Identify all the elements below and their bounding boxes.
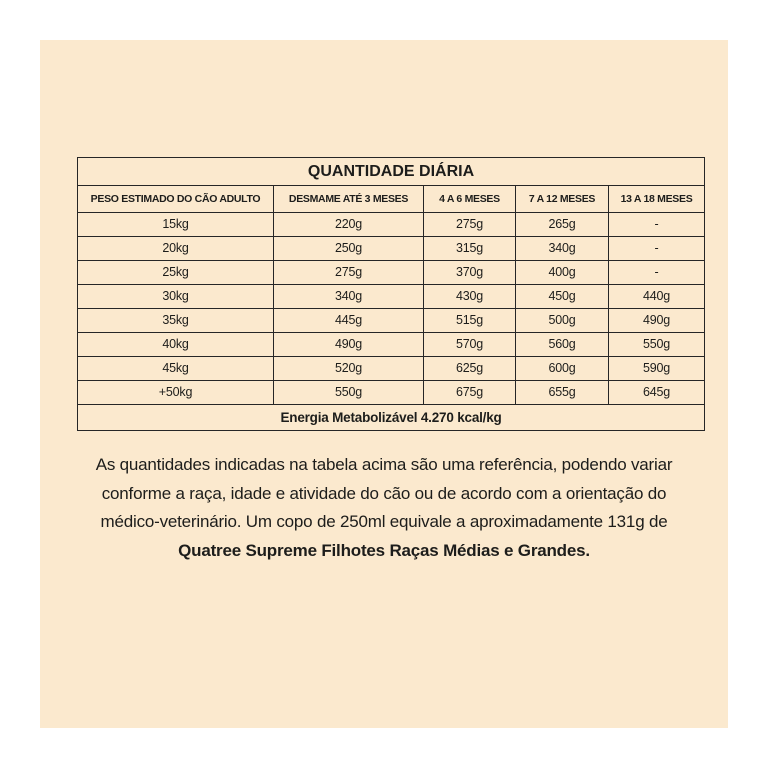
column-header-4-6mo: 4 A 6 MESES xyxy=(424,186,516,213)
table-cell: 35kg xyxy=(78,309,274,333)
table-row xyxy=(78,261,705,285)
table-cell: 590g xyxy=(609,357,705,381)
table-cell: 370g xyxy=(424,261,516,285)
column-header-weight: PESO ESTIMADO DO CÃO ADULTO xyxy=(78,186,274,213)
column-header-13-18mo: 13 A 18 MESES xyxy=(609,186,705,213)
table-cell: 25kg xyxy=(78,261,274,285)
note-line: conforme a raça, idade e atividade do cão ou de acordo com a orientação do xyxy=(101,483,667,503)
table-cell: 45kg xyxy=(78,357,274,381)
table-cell: 275g xyxy=(274,261,424,285)
table-cell: 315g xyxy=(424,237,516,261)
table-cell: 450g xyxy=(516,285,609,309)
table-cell: 275g xyxy=(424,213,516,237)
table-cell: - xyxy=(609,213,705,237)
table-cell: 600g xyxy=(516,357,609,381)
table-cell: 340g xyxy=(274,285,424,309)
table-cell: 15kg xyxy=(78,213,274,237)
table-row xyxy=(78,381,705,405)
table-cell: 490g xyxy=(274,333,424,357)
table-cell: 400g xyxy=(516,261,609,285)
table-title: QUANTIDADE DIÁRIA xyxy=(78,158,705,186)
table-cell: 250g xyxy=(274,237,424,261)
table-cell: 515g xyxy=(424,309,516,333)
table-cell: 440g xyxy=(609,285,705,309)
table-cell: 560g xyxy=(516,333,609,357)
column-header-weaning-3mo: DESMAME ATÉ 3 MESES xyxy=(274,186,424,213)
table-row xyxy=(78,213,705,237)
note-line: médico-veterinário. Um copo de 250ml equivale a aproximadamente 131g de xyxy=(100,512,668,531)
table-cell: 570g xyxy=(424,333,516,357)
table-cell: 490g xyxy=(609,309,705,333)
table-title-row xyxy=(78,158,705,186)
table-row xyxy=(78,285,705,309)
table-cell: 430g xyxy=(424,285,516,309)
table-cell: 40kg xyxy=(78,333,274,357)
table-cell: 220g xyxy=(274,213,424,237)
table-cell: 675g xyxy=(424,381,516,405)
table-cell: 550g xyxy=(609,333,705,357)
product-name: Quatree Supreme Filhotes Raças Médias e Grandes. xyxy=(178,540,590,560)
daily-quantity-table xyxy=(77,157,705,431)
table-cell: 520g xyxy=(274,357,424,381)
table-cell: 30kg xyxy=(78,285,274,309)
table-cell: 550g xyxy=(274,381,424,405)
table-cell: 625g xyxy=(424,357,516,381)
table-cell: +50kg xyxy=(78,381,274,405)
table-row xyxy=(78,237,705,261)
table-row xyxy=(78,333,705,357)
table-cell: 655g xyxy=(516,381,609,405)
table-cell: 340g xyxy=(516,237,609,261)
table-cell: 445g xyxy=(274,309,424,333)
table-footer-row xyxy=(78,405,705,431)
reference-note xyxy=(64,451,704,565)
table-cell: 20kg xyxy=(78,237,274,261)
table-cell: 500g xyxy=(516,309,609,333)
table-cell: 265g xyxy=(516,213,609,237)
column-header-7-12mo: 7 A 12 MESES xyxy=(516,186,609,213)
table-row xyxy=(78,357,705,381)
table-row xyxy=(78,309,705,333)
table-header-row xyxy=(78,186,705,213)
table-cell: 645g xyxy=(609,381,705,405)
table-cell: - xyxy=(609,261,705,285)
table-cell: - xyxy=(609,237,705,261)
metabolizable-energy-note: Energia Metabolizável 4.270 kcal/kg xyxy=(78,405,705,431)
note-line: As quantidades indicadas na tabela acima são uma referência, podendo variar xyxy=(95,455,673,474)
